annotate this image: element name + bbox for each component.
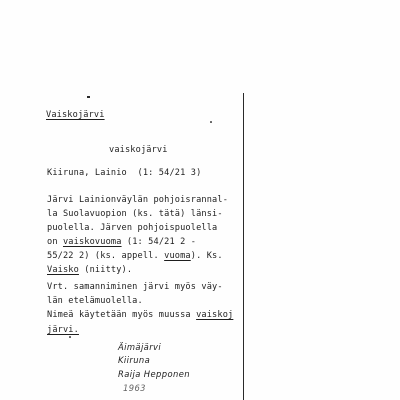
body-line-10: järvi.	[47, 325, 79, 335]
body-text: on	[47, 237, 63, 247]
body-text: Nimeä käytetään myös muussa	[47, 310, 197, 320]
paper-speck	[210, 121, 212, 123]
body-line-2: la Suolavuopion (ks. tätä) länsi-	[47, 209, 223, 219]
body-line-7: Vrt. samanniminen järvi myös väy-	[47, 282, 223, 292]
paper-speck	[69, 336, 71, 338]
underlined-term: vaiskovuoma	[62, 237, 122, 247]
underlined-term: vuoma	[164, 251, 191, 261]
vertical-rule	[243, 93, 244, 400]
body-text: 55/22 2) (ks. appell.	[47, 251, 165, 261]
body-text: (niitty).	[78, 265, 133, 275]
body-line-5	[47, 251, 223, 261]
body-line-8: län etelämuolella.	[47, 296, 143, 306]
card-header: Vaiskojärvi	[46, 110, 105, 120]
location-line: Kiiruna, Lainio (1: 54/21 3)	[47, 168, 202, 178]
collector-place: Äimäjärvi	[118, 342, 162, 352]
body-line-9	[47, 310, 233, 320]
underlined-term: Vaisko	[47, 265, 79, 275]
headword: vaiskojärvi	[109, 145, 168, 155]
collector-place-2: Kiiruna	[118, 355, 151, 365]
underlined-term: vaiskoj	[196, 310, 234, 320]
collection-year: 1963	[123, 383, 146, 393]
ink-mark	[87, 96, 90, 98]
body-line-4	[47, 237, 196, 247]
body-line-1: Järvi Lainionväylän pohjoisrannal-	[47, 195, 229, 205]
body-text: ). Ks.	[190, 251, 223, 261]
collector-name: Raija Hepponen	[118, 369, 190, 379]
body-line-6	[47, 265, 132, 275]
body-line-3: puolella. Järven pohjoispuolella	[47, 223, 218, 233]
body-text: (1: 54/21 2 -	[121, 237, 197, 247]
